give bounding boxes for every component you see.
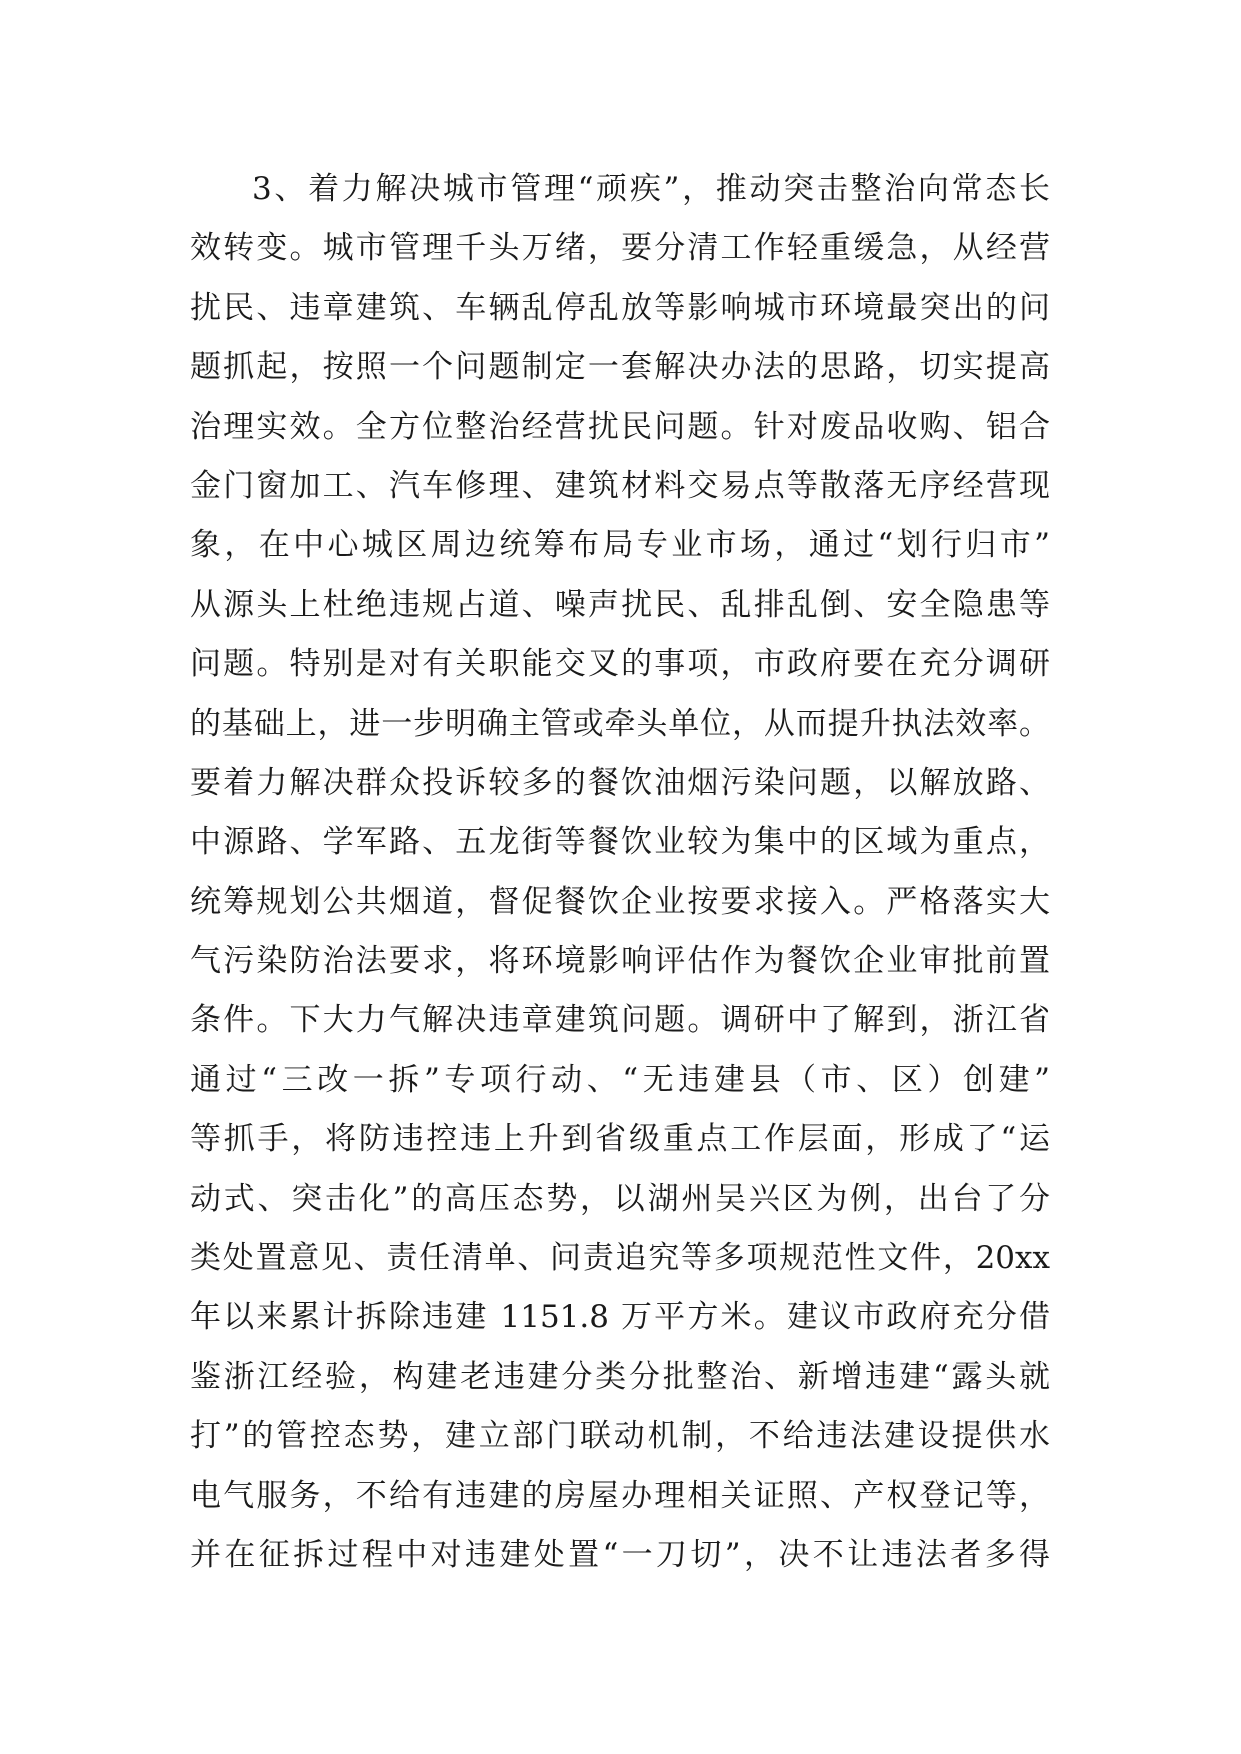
text-line: 题抓起，按照一个问题制定一套解决办法的思路，切实提高	[190, 349, 1050, 386]
text-line: 从源头上杜绝违规占道、噪声扰民、乱排乱倒、安全隐患等	[190, 586, 1050, 623]
text-line: 扰民、违章建筑、车辆乱停乱放等影响城市环境最突出的问	[190, 289, 1050, 326]
text-line: 通过“三改一拆”专项行动、“无违建县（市、区）创建”	[190, 1061, 1050, 1098]
text-line: 等抓手，将防违控违上升到省级重点工作层面，形成了“运	[190, 1121, 1050, 1158]
text-line: 的基础上，进一步明确主管或牵头单位，从而提升执法效率。	[190, 705, 1050, 742]
text-line: 条件。下大力气解决违章建筑问题。调研中了解到，浙江省	[190, 1002, 1050, 1039]
text-line: 中源路、学军路、五龙街等餐饮业较为集中的区域为重点，	[190, 824, 1050, 861]
text-line: 治理实效。全方位整治经营扰民问题。针对废品收购、铝合	[190, 408, 1050, 445]
text-line: 打”的管控态势，建立部门联动机制，不给违法建设提供水	[190, 1418, 1050, 1455]
text-line: 3、着力解决城市管理“顽疾”，推动突击整治向常态长	[252, 171, 1050, 207]
text-line: 气污染防治法要求，将环境影响评估作为餐饮企业审批前置	[190, 943, 1050, 980]
text-line: 象，在中心城区周边统筹布局专业市场，通过“划行归市”	[190, 527, 1050, 564]
text-line: 类处置意见、责任清单、问责追究等多项规范性文件，20xx	[190, 1240, 1050, 1277]
text-line: 统筹规划公共烟道，督促餐饮企业按要求接入。严格落实大	[190, 883, 1050, 920]
text-line: 效转变。城市管理千头万绪，要分清工作轻重缓急，从经营	[190, 230, 1050, 267]
text-line: 电气服务，不给有违建的房屋办理相关证照、产权登记等，	[190, 1477, 1050, 1514]
text-line: 并在征拆过程中对违建处置“一刀切”，决不让违法者多得	[190, 1536, 1050, 1573]
text-line: 要着力解决群众投诉较多的餐饮油烟污染问题，以解放路、	[190, 764, 1050, 801]
body-paragraph	[190, 160, 1050, 1585]
text-line: 鉴浙江经验，构建老违建分类分批整治、新增违建“露头就	[190, 1358, 1050, 1395]
text-line: 问题。特别是对有关职能交叉的事项，市政府要在充分调研	[190, 646, 1050, 683]
text-line: 年以来累计拆除违建 1151.8 万平方米。建议市政府充分借	[190, 1299, 1050, 1336]
text-line: 金门窗加工、汽车修理、建筑材料交易点等散落无序经营现	[190, 467, 1050, 504]
text-line: 动式、突击化”的高压态势，以湖州吴兴区为例，出台了分	[190, 1180, 1050, 1217]
